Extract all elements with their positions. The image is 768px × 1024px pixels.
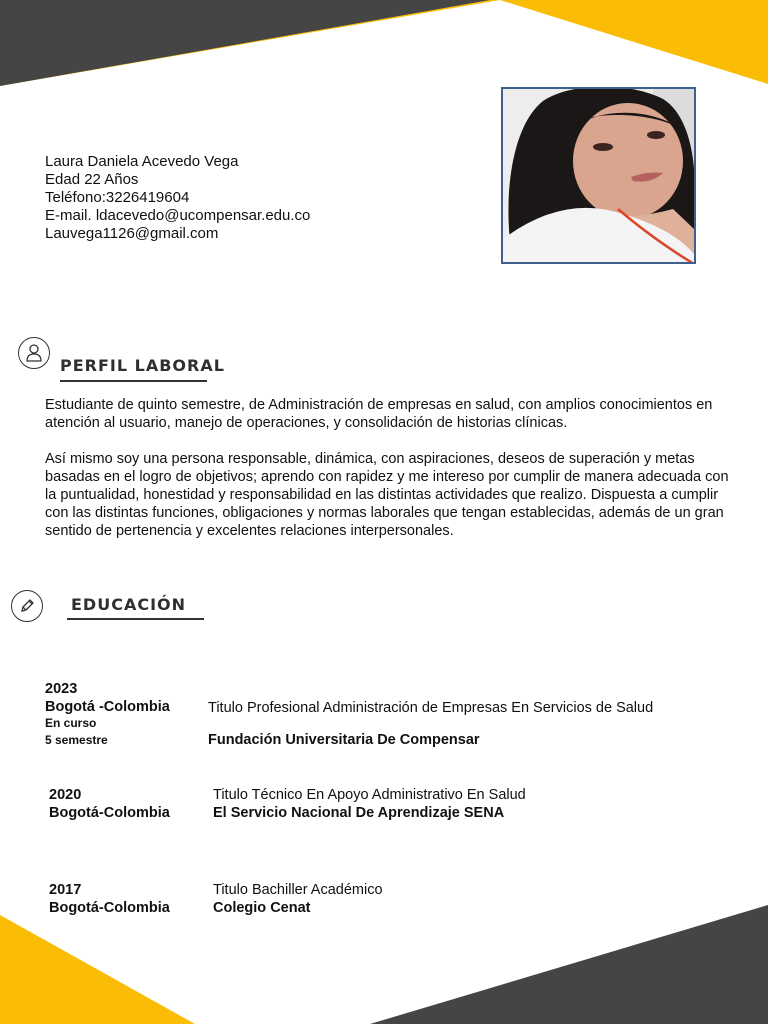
- education-place: Bogotá-Colombia: [49, 805, 170, 821]
- contact-phone: Teléfono:3226419604: [45, 189, 190, 206]
- contact-name: Laura Daniela Acevedo Vega: [45, 153, 239, 170]
- contact-block: [45, 153, 310, 243]
- pencil-icon: [11, 590, 43, 622]
- education-year: 2020: [49, 787, 82, 803]
- perfil-underline: [60, 380, 207, 382]
- education-title: Titulo Profesional Administración de Empresas En Servicios de Salud: [208, 700, 654, 716]
- profile-photo: [501, 87, 696, 264]
- education-place: Bogotá -Colombia: [45, 699, 170, 715]
- education-entry-3-meta: [49, 881, 170, 917]
- education-entry-1-meta: [45, 680, 170, 747]
- perfil-paragraph-2: Así mismo soy una persona responsable, dinámica, con aspiraciones, deseos de superación y metas basadas en el logro de objetivos; aprendo con rapidez y me intereso por cumplir de manera adecuada con la puntualidad, honestidad y responsabilidad en las distintas actividades que realizo. Dispuesta a cumplir con las distintas funciones, obligaciones y normas laborales que tengan establecidas, además de un gran sentido de pertenencia y excelentes relaciones interpersonales.: [45, 451, 729, 539]
- education-institution: Colegio Cenat: [213, 900, 311, 916]
- bottom-yellow-band: [0, 915, 195, 1024]
- portrait-photo-icon: [503, 89, 694, 262]
- user-icon: [18, 337, 50, 369]
- education-institution: El Servicio Nacional De Aprendizaje SENA: [213, 805, 505, 821]
- contact-age: Edad 22 Años: [45, 171, 139, 188]
- top-dark-band: [0, 0, 490, 86]
- perfil-paragraph-1: Estudiante de quinto semestre, de Administración de empresas en salud, con amplios conocimientos en atención al usuario, manejo de operaciones, y consolidación de historias clínicas.: [45, 397, 713, 431]
- contact-email: E-mail. ldacevedo@ucompensar.edu.co: [45, 207, 311, 224]
- education-status: En curso: [45, 716, 97, 730]
- education-semester: 5 semestre: [45, 733, 108, 747]
- education-year: 2017: [49, 882, 82, 898]
- education-year: 2023: [45, 681, 78, 697]
- education-place: Bogotá-Colombia: [49, 900, 170, 916]
- perfil-title: PERFIL LABORAL: [60, 356, 225, 375]
- education-entry-2-meta: [49, 786, 170, 822]
- contact-email-secondary: Lauvega1126@gmail.com: [45, 225, 219, 242]
- perfil-text: [45, 396, 735, 540]
- education-title: Titulo Técnico En Apoyo Administrativo En Salud: [213, 787, 526, 803]
- educacion-underline: [67, 618, 204, 620]
- education-title: Titulo Bachiller Académico: [213, 882, 383, 898]
- education-institution: Fundación Universitaria De Compensar: [208, 732, 480, 748]
- educacion-title: EDUCACIÓN: [71, 595, 187, 614]
- bottom-dark-band: [370, 905, 768, 1024]
